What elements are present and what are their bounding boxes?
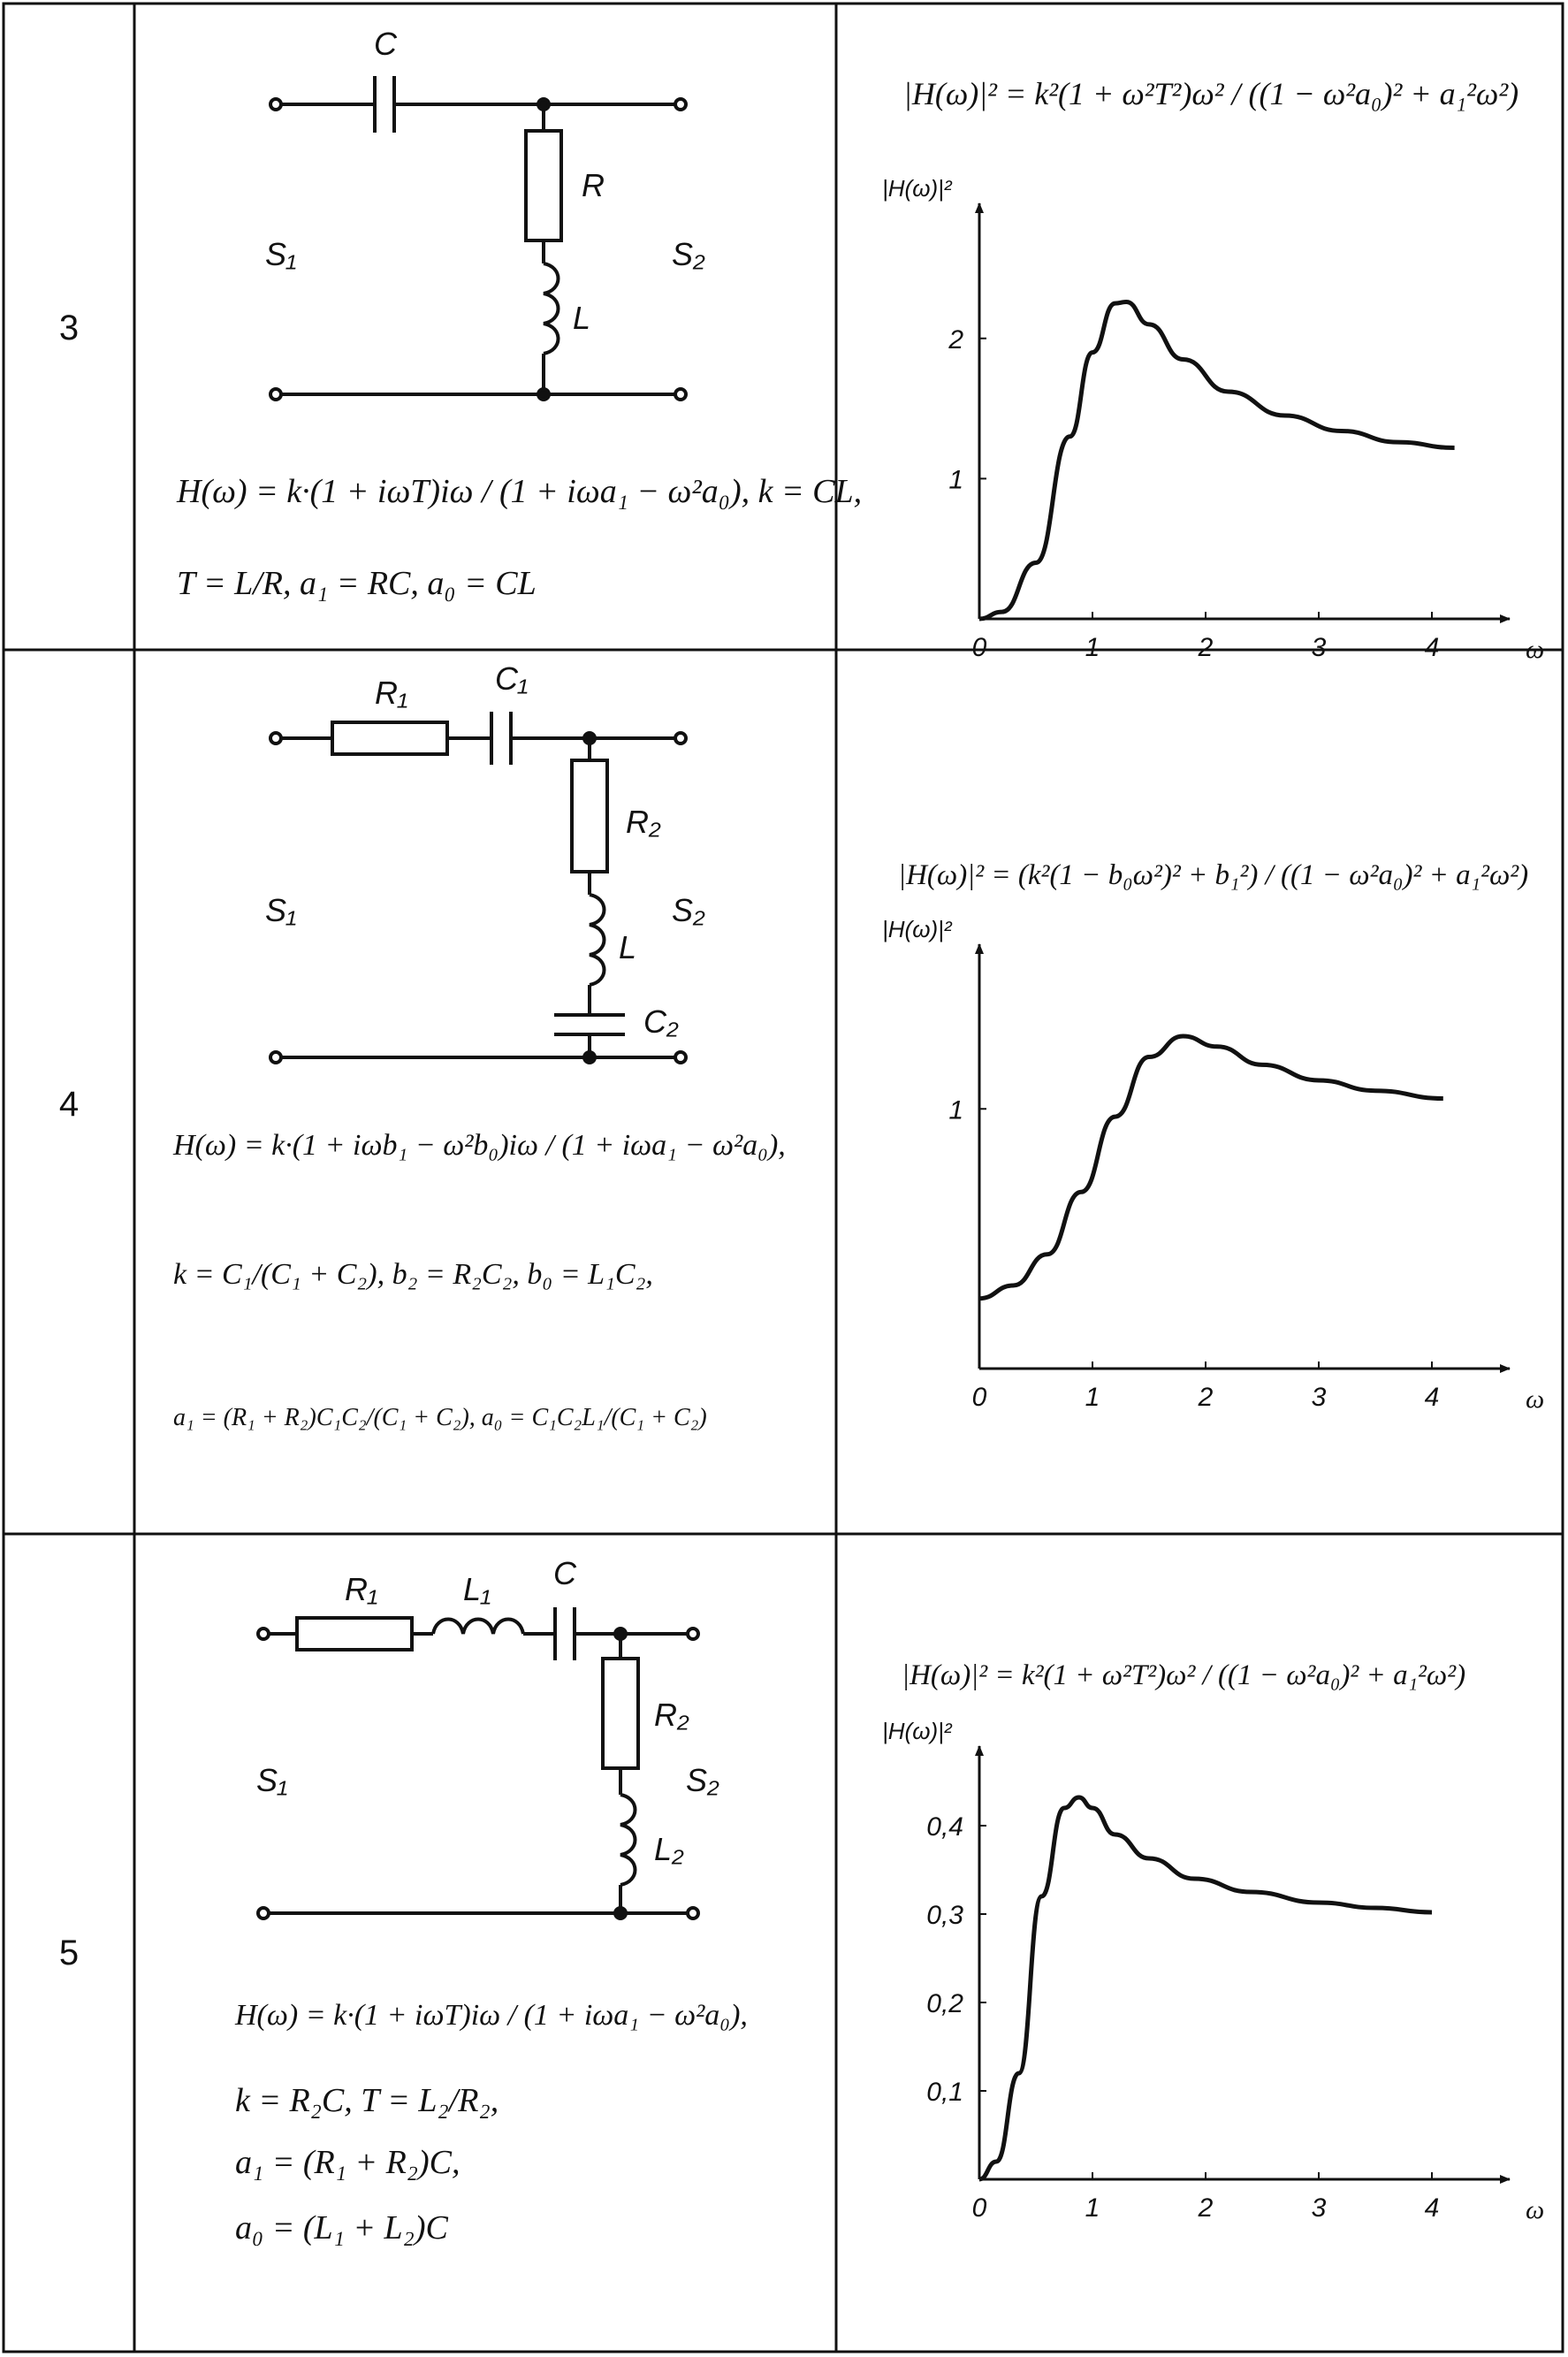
svg-text:a₀ = (L₁ + L₂)C: a₀ = (L₁ + L₂)C (235, 2209, 448, 2246)
circuit-diagram (258, 1607, 698, 1918)
x-axis-label: ω (1526, 1384, 1545, 1414)
row-number: 4 (58, 1085, 80, 1124)
x-tick-label: 1 (1085, 633, 1100, 662)
y-axis-label: |H(ω)|² (882, 1718, 952, 1744)
y-tick-label: 0,2 (926, 1989, 963, 2018)
circuit-diagram (270, 712, 686, 1063)
capacitor-label: C (374, 26, 397, 62)
table-row (59, 660, 1544, 1431)
x-tick-label: 0 (971, 2193, 987, 2223)
graph-formula: |H(ω)|² = k²(1 + ω²T²)ω² / ((1 − ω²a₀)² + a₁²ω²) (903, 76, 1519, 111)
x-axis-label: ω (1526, 2195, 1545, 2224)
output-port-label: S₂ (672, 236, 705, 272)
x-tick-label: 2 (1198, 2193, 1214, 2223)
svg-text:T = L/R, a₁ = RC, a₀ = CL: T = L/R, a₁ = RC, a₀ = CL (177, 565, 537, 602)
y-tick-label: 0,3 (926, 1901, 963, 1930)
inductor-label: L (573, 300, 591, 336)
x-tick-label: 4 (1424, 1383, 1440, 1412)
svg-text:H(ω) = k·(1 + iωb₁ − ω²b₀)iω /: H(ω) = k·(1 + iωb₁ − ω²b₀)iω / (1 + iωa₁ − ω²a₀), (173, 1129, 786, 1162)
row-number: 5 (58, 1934, 80, 1972)
resistor-label: R₁ (345, 1571, 378, 1607)
x-tick-label: 4 (1424, 2193, 1440, 2223)
svg-text:a₁ = (R₁ + R₂)C,: a₁ = (R₁ + R₂)C, (235, 2144, 461, 2181)
svg-text:a₁ = (R₁ + R₂)C₁C₂/(C₁ + C₂),: a₁ = (R₁ + R₂)C₁C₂/(C₁ + C₂), a₀ = C₁C₂L₁/(C₁ + C₂) (173, 1404, 707, 1431)
output-port-label: S₂ (672, 892, 705, 928)
inductor-label: L (619, 929, 637, 965)
svg-text:H(ω) = k·(1 + iωT)iω / (1 + iω: H(ω) = k·(1 + iωT)iω / (1 + iωa₁ − ω²a₀), k = CL, (177, 473, 863, 510)
inductor-label: L₁ (463, 1571, 491, 1607)
resistor-label: R₁ (375, 675, 408, 711)
graph-formula: |H(ω)|² = k²(1 + ω²T²)ω² / ((1 − ω²a₀)² + a₁²ω²) (902, 1659, 1466, 1691)
svg-text:H(ω) = k·(1 + iωT)iω / (1 + iω: H(ω) = k·(1 + iωT)iω / (1 + iωa₁ − ω²a₀), (235, 1999, 748, 2032)
resistor-label: R (582, 167, 605, 203)
table-row (59, 26, 1544, 664)
x-tick-label: 1 (1085, 1383, 1100, 1412)
series-line (979, 302, 1455, 619)
resistor-label: R₂ (626, 804, 661, 840)
resistor-label: R₂ (654, 1697, 689, 1733)
input-port-label: S₁ (265, 892, 297, 928)
x-tick-label: 3 (1311, 633, 1327, 662)
series-line (979, 1036, 1443, 1299)
x-tick-label: 3 (1311, 2193, 1327, 2223)
row-number: 3 (58, 309, 80, 347)
y-tick-label: 0,1 (926, 2078, 963, 2107)
output-port-label: S₂ (686, 1762, 719, 1798)
x-tick-label: 2 (1198, 1383, 1214, 1412)
x-tick-label: 0 (971, 1383, 987, 1412)
transfer-function-formula (176, 473, 862, 602)
transfer-function-formula (172, 1129, 786, 1431)
y-tick-label: 2 (948, 324, 963, 355)
chart (882, 1718, 1544, 2224)
transfer-function-formula (234, 1999, 748, 2246)
x-tick-label: 0 (971, 633, 987, 662)
y-axis-label: |H(ω)|² (882, 916, 952, 942)
capacitor-label: C₁ (495, 660, 529, 697)
x-tick-label: 1 (1085, 2193, 1100, 2223)
table-row (59, 1555, 1544, 2246)
capacitor-label: C (553, 1555, 576, 1591)
graph-formula: |H(ω)|² = (k²(1 − b₀ω²)² + b₁²) / ((1 − ω²a₀)² + a₁²ω²) (898, 859, 1529, 891)
svg-text:k = C₁/(C₁ + C₂), b₂ = R₂C₂, b: k = C₁/(C₁ + C₂), b₂ = R₂C₂, b₀ = L₁C₂, (173, 1258, 653, 1291)
y-tick-label: 0,4 (926, 1812, 963, 1842)
capacitor-label: C₂ (643, 1003, 679, 1040)
svg-text:k = R₂C, T = L₂/R₂,: k = R₂C, T = L₂/R₂, (235, 2082, 499, 2119)
input-port-label: S₁ (256, 1762, 288, 1798)
y-axis-label: |H(ω)|² (882, 175, 952, 202)
chart (882, 916, 1544, 1414)
x-tick-label: 3 (1311, 1383, 1327, 1412)
inductor-label: L₂ (654, 1831, 684, 1867)
x-tick-label: 4 (1424, 633, 1440, 662)
y-tick-label: 1 (948, 465, 963, 495)
x-tick-label: 2 (1198, 633, 1214, 662)
input-port-label: S₁ (265, 236, 297, 272)
x-axis-label: ω (1526, 635, 1545, 664)
series-line (979, 1797, 1432, 2179)
circuit-diagram (270, 76, 686, 400)
chart (882, 175, 1544, 664)
y-tick-label: 1 (948, 1095, 963, 1125)
